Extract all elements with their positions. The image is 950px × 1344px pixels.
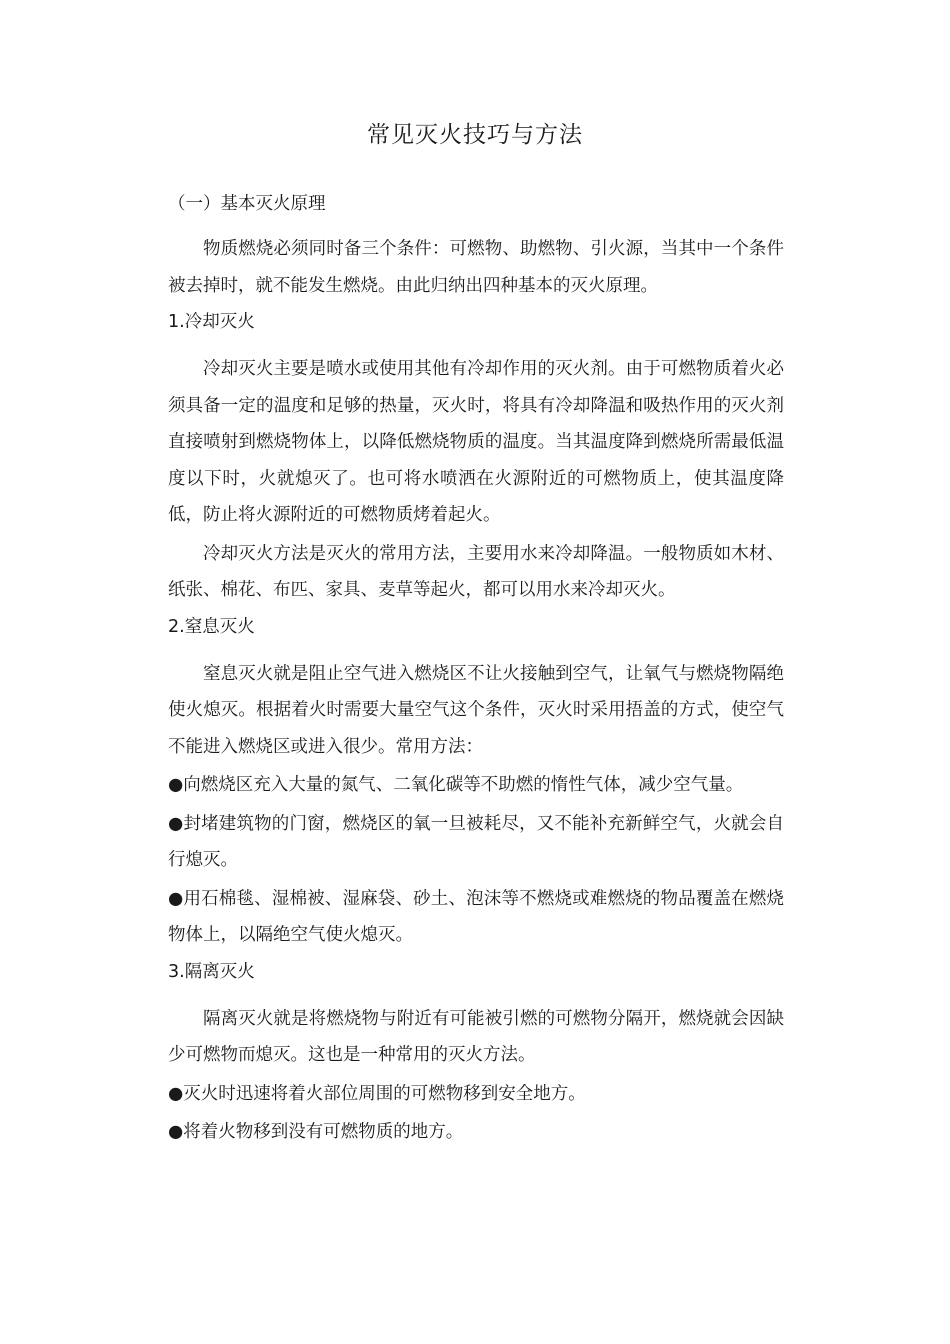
- bullet-item: ●用石棉毯、湿棉被、湿麻袋、砂土、泡沫等不燃烧或难燃烧的物品覆盖在燃烧物体上，以隔绝空气使火熄灭。: [168, 888, 784, 945]
- heading-smothering: [168, 611, 784, 644]
- heading-number: 3.: [168, 961, 185, 982]
- heading-number: 1.: [168, 312, 185, 332]
- intro-paragraph: 物质燃烧必须同时备三个条件：可燃物、助燃物、引火源，当其中一个条件被去掉时，就不能发生燃烧。由此归纳出四种基本的灭火原理。: [168, 239, 784, 296]
- heading-number: 2.: [168, 616, 185, 637]
- heading-label: 冷却灭火: [184, 312, 255, 332]
- heading-cooling: [168, 306, 784, 339]
- cooling-paragraph-2: 冷却灭火方法是灭火的常用方法，主要用水来冷却降温。一般物质如木材、纸张、棉花、布匹、家具、麦草等起火，都可以用水来冷却灭火。: [168, 543, 784, 600]
- cooling-paragraph-1: 冷却灭火主要是喷水或使用其他有冷却作用的灭火剂。由于可燃物质着火必须具备一定的温度和足够的热量，灭火时，将具有冷却降温和吸热作用的灭火剂直接喷射到燃烧物体上，以降低燃烧物质的温度。当其温度降到燃烧所需最低温度以下时，火就熄灭了。也可将水喷洒在火源附近的可燃物质上，使其温度降低，防止将火源附近的可燃物质烤着起火。: [168, 359, 784, 525]
- document-title: 常见灭火技巧与方法: [367, 122, 583, 148]
- isolation-paragraph-1: 隔离灭火就是将燃烧物与附近有可能被引燃的可燃物分隔开，燃烧就会因缺少可燃物而熄灭。这也是一种常用的灭火方法。: [168, 1008, 784, 1065]
- bullet-item: ●将着火物移到没有可燃物质的地方。: [168, 1122, 464, 1142]
- heading-isolation: [168, 956, 784, 989]
- document-body: [168, 188, 784, 1153]
- smothering-paragraph-1: 窒息灭火就是阻止空气进入燃烧区不让火接触到空气，让氧气与燃烧物隔绝使火熄灭。根据着火时需要大量空气这个条件，灭火时采用捂盖的方式，使空气不能进入燃烧区或进入很少。常用方法：: [168, 663, 784, 757]
- heading-label: 窒息灭火: [184, 616, 255, 637]
- heading-label: 隔离灭火: [184, 961, 255, 982]
- bullet-item: ●向燃烧区充入大量的氮气、二氧化碳等不助燃的惰性气体，减少空气量。: [168, 775, 744, 795]
- bullet-item: ●封堵建筑物的门窗，燃烧区的氧一旦被耗尽，又不能补充新鲜空气，火就会自行熄灭。: [168, 813, 784, 870]
- bullet-item: ●灭火时迅速将着火部位周围的可燃物移到安全地方。: [168, 1083, 586, 1104]
- section-heading: （一）基本灭火原理: [168, 194, 326, 214]
